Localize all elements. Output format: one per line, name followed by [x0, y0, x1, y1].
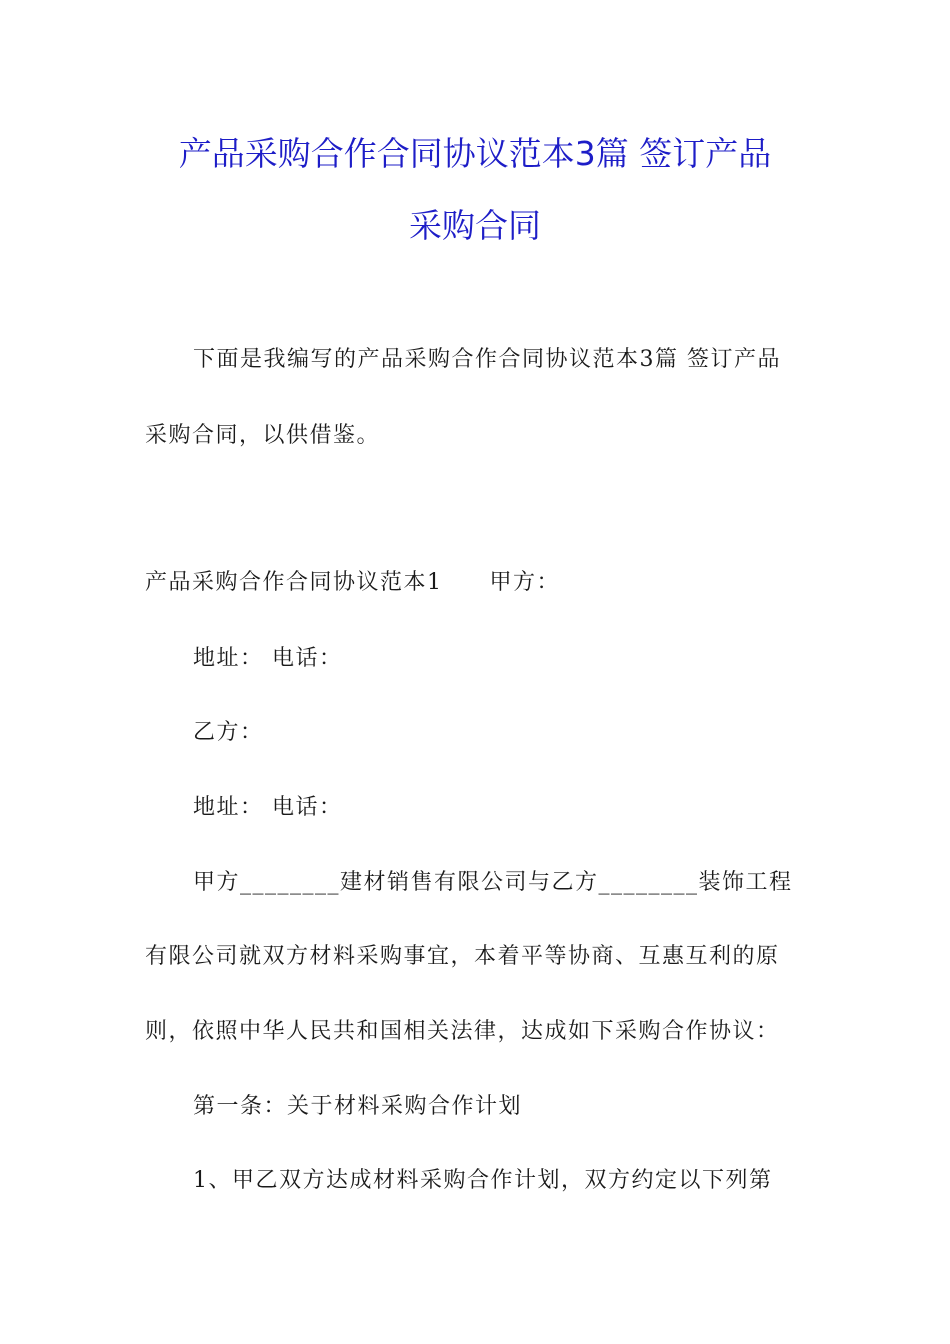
document-title-line-2: 采购合同 — [409, 206, 541, 245]
body-paragraph-line-3: 则，依照中华人民共和国相关法律，达成如下采购合作协议： — [145, 1019, 780, 1044]
article-one-item-1: 1、甲乙双方达成材料采购合作计划，双方约定以下列第 — [193, 1168, 773, 1193]
intro-line-2: 采购合同，以供借鉴。 — [145, 423, 381, 448]
party-b-address-phone: 地址： 电话： — [193, 795, 343, 820]
body-paragraph-line-1: 甲方________建材销售有限公司与乙方________装饰工程 — [193, 870, 793, 895]
document-title-line-1: 产品采购合作合同协议范本3篇 签订产品 — [178, 134, 772, 173]
body-paragraph-line-2: 有限公司就双方材料采购事宜，本着平等协商、互惠互利的原 — [145, 944, 780, 969]
contract-heading-party-a: 产品采购合作合同协议范本1 甲方： — [145, 570, 560, 595]
article-one-heading: 第一条：关于材料采购合作计划 — [193, 1094, 523, 1119]
party-b-label: 乙方： — [193, 720, 264, 745]
party-a-address-phone: 地址： 电话： — [193, 646, 343, 671]
intro-line-1: 下面是我编写的产品采购合作合同协议范本3篇 签订产品 — [193, 347, 781, 372]
